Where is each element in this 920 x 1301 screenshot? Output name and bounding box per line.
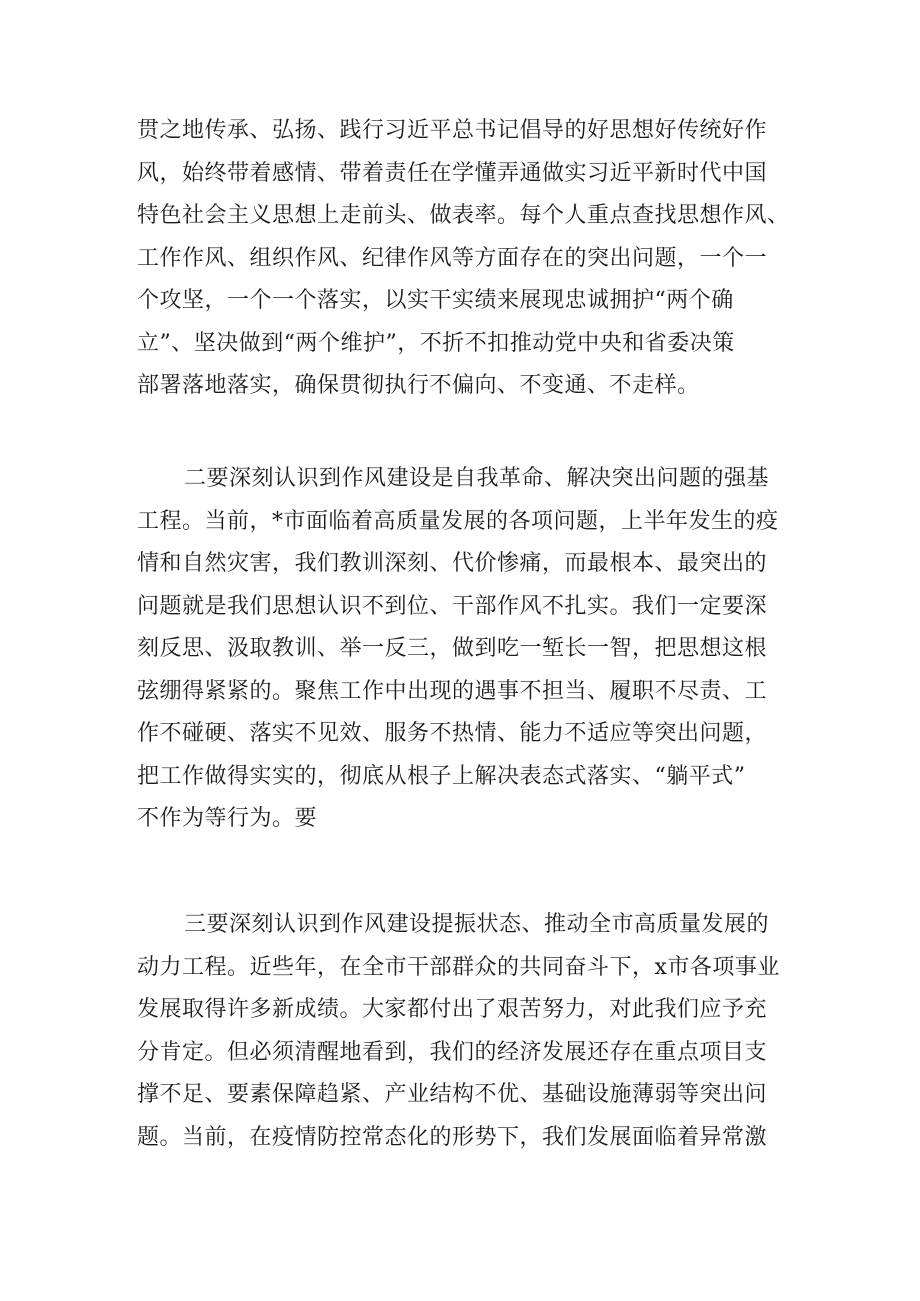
paragraph-line: 作不碰硬、落实不见效、服务不热情、能力不适应等突出问题， xyxy=(137,721,768,746)
paragraph-line: 个攻坚，一个一个落实，以实干实绩来展现忠诚拥护“两个确 xyxy=(137,288,734,313)
paragraph-line: 撑不足、要素保障趋紧、产业结构不优、基础设施薄弱等突出问 xyxy=(137,1082,768,1107)
paragraph-line: 二要深刻认识到作风建设是自我革命、解决突出问题的强基 xyxy=(184,466,770,491)
paragraph-line: 分肯定。但必须清醒地看到，我们的经济发展还存在重点项目支 xyxy=(137,1039,768,1065)
paragraph-line: 弦绷得紧紧的。聚焦工作中出现的遇事不担当、履职不尽责、工 xyxy=(137,678,768,704)
paragraph-line: 工作作风、组织作风、纪律作风等方面存在的突出问题，一个一 xyxy=(137,245,768,271)
paragraph-second-point xyxy=(137,458,817,841)
paragraph-third-point xyxy=(137,904,817,1159)
paragraph-line: 把工作做得实实的，彻底从根子上解决表态式落实、“躺平式” xyxy=(137,763,746,789)
paragraph-line: 三要深刻认识到作风建设提振状态、推动全市高质量发展的 xyxy=(184,912,770,937)
paragraph-line: 刻反思、汲取教训、举一反三，做到吃一堑长一智，把思想这根 xyxy=(137,636,768,661)
paragraph-line: 工程。当前，*市面临着高质量发展的各项问题，上半年发生的疫 xyxy=(137,508,779,534)
paragraph-line: 题。当前，在疫情防控常态化的形势下，我们发展面临着异常激 xyxy=(137,1124,768,1150)
paragraph-line: 贯之地传承、弘扬、践行习近平总书记倡导的好思想好传统好作 xyxy=(137,118,768,143)
paragraph-continued xyxy=(137,110,817,408)
paragraph-line: 部署落地落实，确保贯彻执行不偏向、不变通、不走样。 xyxy=(137,373,700,398)
paragraph-line: 风，始终带着感情、带着责任在学懂弄通做实习近平新时代中国 xyxy=(137,160,768,186)
paragraph-line: 发展取得许多新成绩。大家都付出了艰苦努力，对此我们应予充 xyxy=(137,997,768,1022)
paragraph-line: 不作为等行为。要 xyxy=(137,806,318,831)
paragraph-line: 动力工程。近些年，在全市干部群众的共同奋斗下，x市各项事业 xyxy=(137,954,780,980)
paragraph-line: 立”、坚决做到“两个维护”，不折不扣推动党中央和省委决策 xyxy=(137,330,735,356)
paragraph-line: 情和自然灾害，我们教训深刻、代价惨痛，而最根本、最突出的 xyxy=(137,551,768,576)
paragraph-line: 特色社会主义思想上走前头、做表率。每个人重点查找思想作风、 xyxy=(137,203,790,228)
paragraph-line: 问题就是我们思想认识不到位、干部作风不扎实。我们一定要深 xyxy=(137,593,768,619)
